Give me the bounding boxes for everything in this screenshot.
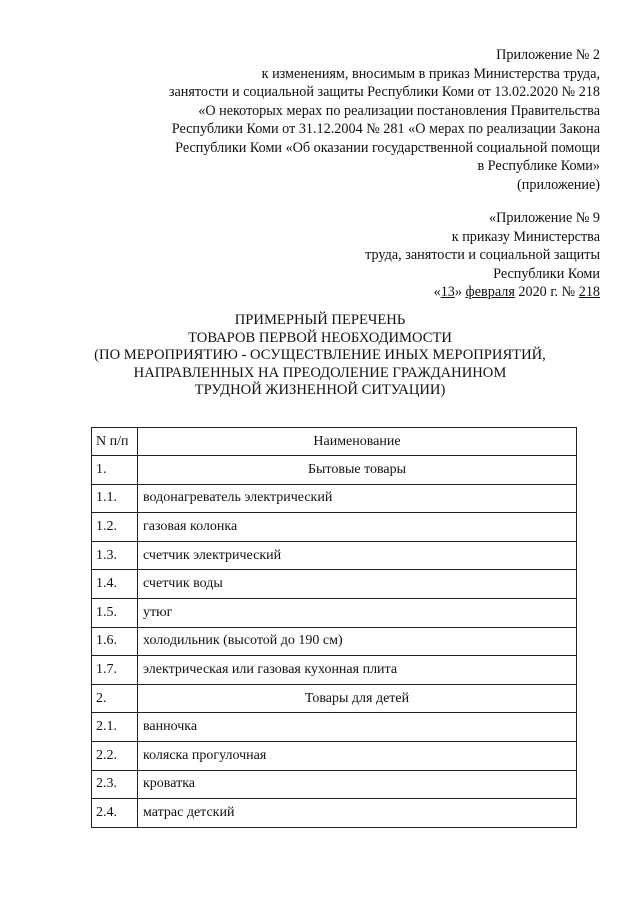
- row-number: 1.2.: [92, 513, 138, 542]
- appendix-header-line: Республики Коми от 31.12.2004 № 281 «О мерах по реализации Закона: [171, 121, 600, 137]
- table-row: [92, 684, 577, 713]
- title-line: ТРУДНОЙ ЖИЗНЕННОЙ СИТУАЦИИ): [194, 382, 446, 398]
- title-line: ТОВАРОВ ПЕРВОЙ НЕОБХОДИМОСТИ: [188, 329, 452, 346]
- appendix-header-line: Приложение № 2: [496, 47, 600, 63]
- header-number: N п/п: [92, 428, 138, 456]
- item-name: электрическая или газовая кухонная плита: [138, 656, 577, 685]
- order-number: 218: [578, 284, 600, 300]
- row-number: 1.: [92, 456, 138, 485]
- table-row: [92, 598, 577, 627]
- category-name: Товары для детей: [138, 684, 577, 713]
- table-row: [92, 713, 577, 742]
- table-row: [92, 627, 577, 656]
- header-name: Наименование: [138, 428, 577, 456]
- title-line: ПРИМЕРНЫЙ ПЕРЕЧЕНЬ: [234, 312, 406, 328]
- date-quote-open: «: [433, 284, 441, 300]
- row-number: 1.4.: [92, 570, 138, 599]
- order-header-line: «Приложение № 9: [489, 210, 600, 226]
- appendix-header-line: «О некоторых мерах по реализации постановления Правительства: [198, 102, 600, 119]
- row-number: 2.: [92, 684, 138, 713]
- title-line: НАПРАВЛЕННЫХ НА ПРЕОДОЛЕНИЕ ГРАЖДАНИНОМ: [133, 364, 507, 381]
- item-name: счетчик электрический: [138, 541, 577, 570]
- item-name: счетчик воды: [138, 570, 577, 599]
- item-name: водонагреватель электрический: [138, 484, 577, 513]
- item-name: ванночка: [138, 713, 577, 742]
- table-row: [92, 513, 577, 542]
- table-row: [92, 799, 577, 828]
- table-row: [92, 541, 577, 570]
- category-name: Бытовые товары: [138, 456, 577, 485]
- appendix-header-line: (приложение): [517, 176, 600, 193]
- document-title: [40, 312, 600, 400]
- table-row: [92, 570, 577, 599]
- order-header-line: к приказу Министерства: [451, 228, 600, 245]
- row-number: 1.3.: [92, 541, 138, 570]
- item-name: коляска прогулочная: [138, 741, 577, 770]
- item-name: матрас детский: [138, 799, 577, 828]
- order-header: [240, 209, 600, 302]
- table-row: [92, 456, 577, 485]
- row-number: 1.1.: [92, 484, 138, 513]
- item-name: кроватка: [138, 770, 577, 799]
- item-name: газовая колонка: [138, 513, 577, 542]
- appendix-header-line: занятости и социальной защиты Республики Коми от 13.02.2020 № 218: [168, 84, 600, 100]
- date-month: февраля: [465, 284, 515, 300]
- row-number: 1.7.: [92, 656, 138, 685]
- appendix-header-line: в Республике Коми»: [477, 158, 600, 174]
- order-date-line: [240, 283, 600, 302]
- title-line: (ПО МЕРОПРИЯТИЮ - ОСУЩЕСТВЛЕНИЕ ИНЫХ МЕРОПРИЯТИЙ,: [94, 347, 546, 363]
- row-number: 2.1.: [92, 713, 138, 742]
- table-header-row: [92, 428, 577, 456]
- item-name: утюг: [138, 598, 577, 627]
- row-number: 2.3.: [92, 770, 138, 799]
- row-number: 1.5.: [92, 598, 138, 627]
- date-day: 13: [440, 284, 455, 300]
- row-number: 1.6.: [92, 627, 138, 656]
- item-name: холодильник (высотой до 190 см): [138, 627, 577, 656]
- date-year: 2020 г. №: [518, 284, 576, 300]
- appendix-header-line: Республики Коми «Об оказании государственной социальной помощи: [175, 139, 600, 156]
- order-header-line: труда, занятости и социальной защиты: [365, 247, 600, 263]
- goods-table: [91, 427, 577, 828]
- date-quote-close: »: [454, 284, 462, 300]
- table-row: [92, 484, 577, 513]
- appendix-header-line: к изменениям, вносимым в приказ Министерства труда,: [261, 65, 600, 82]
- table-row: [92, 656, 577, 685]
- table-row: [92, 770, 577, 799]
- row-number: 2.2.: [92, 741, 138, 770]
- order-header-line: Республики Коми: [493, 265, 600, 282]
- row-number: 2.4.: [92, 799, 138, 828]
- appendix-header: [80, 46, 600, 194]
- table-row: [92, 741, 577, 770]
